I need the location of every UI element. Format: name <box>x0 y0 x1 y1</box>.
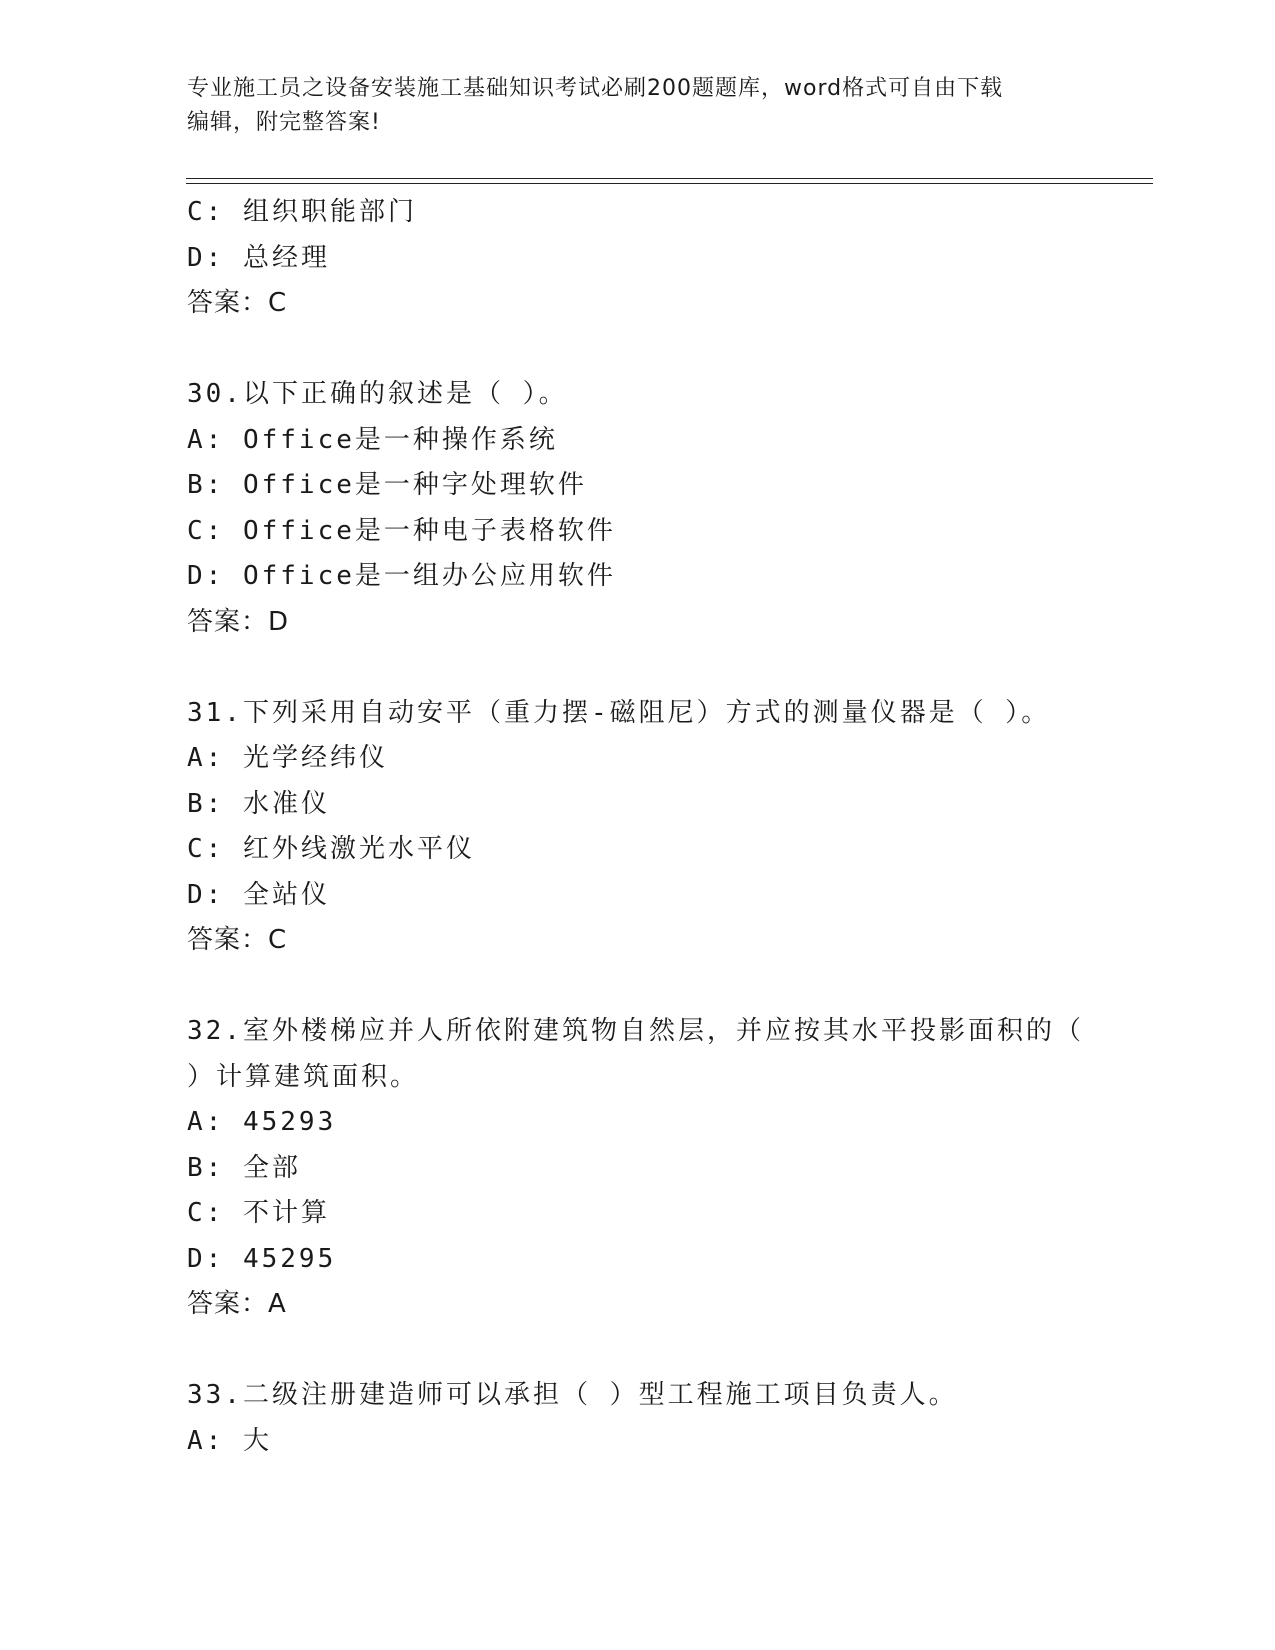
document-header <box>187 72 1087 140</box>
question-stem: 31.下列采用自动安平（重力摆-磁阻尼）方式的测量仪器是（ ）。 <box>187 697 1051 728</box>
question-32 <box>187 1009 1147 1328</box>
question-30 <box>187 372 1147 645</box>
option-b: B: 全部 <box>187 1152 301 1183</box>
option-b: B: Office是一种字处理软件 <box>187 470 587 500</box>
question-stem-line-1: 32.室外楼梯应并人所依附建筑物自然层，并应按其水平投影面积的（ <box>187 1016 1084 1046</box>
option-d: D: 45295 <box>187 1243 337 1274</box>
question-33 <box>187 1373 1147 1464</box>
header-title-line-2: 编辑，附完整答案! <box>187 110 381 135</box>
spacer <box>187 645 1147 691</box>
option-c: C: 不计算 <box>187 1198 330 1228</box>
option-d: D: 总经理 <box>187 242 330 273</box>
option-a: A: 大 <box>187 1425 272 1456</box>
header-divider-top <box>186 178 1153 179</box>
answer-line: 答案：A <box>187 1289 287 1319</box>
question-31 <box>187 691 1147 964</box>
option-c: C: 红外线激光水平仪 <box>187 834 475 864</box>
option-d: D: Office是一组办公应用软件 <box>187 561 616 591</box>
question-content <box>187 190 1147 1464</box>
option-b: B: 水准仪 <box>187 788 330 819</box>
answer-line: 答案：C <box>187 925 288 955</box>
answer-line: 答案：C <box>187 288 288 318</box>
spacer <box>187 327 1147 373</box>
question-stem: 30.以下正确的叙述是（ ）。 <box>187 379 568 409</box>
option-c: C: 组织职能部门 <box>187 197 417 227</box>
answer-line: 答案：D <box>187 606 290 637</box>
header-divider-bottom <box>186 183 1153 184</box>
question-stem-line-2: ）计算建筑面积。 <box>187 1061 420 1092</box>
option-a: A: 光学经纬仪 <box>187 743 388 773</box>
header-title-line-1: 专业施工员之设备安装施工基础知识考试必刷200题题库，word格式可自由下载 <box>187 76 1004 101</box>
option-a: A: Office是一种操作系统 <box>187 424 558 455</box>
question-29-partial <box>187 190 1147 327</box>
option-c: C: Office是一种电子表格软件 <box>187 515 616 546</box>
spacer <box>187 1328 1147 1374</box>
question-stem: 33.二级注册建造师可以承担（ ）型工程施工项目负责人。 <box>187 1380 958 1410</box>
option-a: A: 45293 <box>187 1107 337 1137</box>
spacer <box>187 964 1147 1010</box>
option-d: D: 全站仪 <box>187 879 330 910</box>
